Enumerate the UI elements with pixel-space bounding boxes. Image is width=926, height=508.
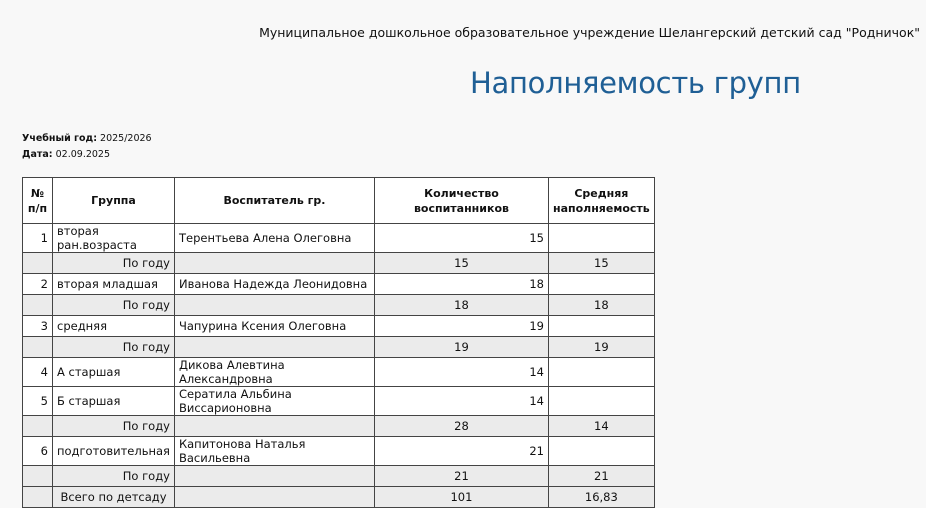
row-num: 4 — [23, 358, 53, 387]
row-group: вторая ран.возраста — [53, 224, 175, 253]
header-count: Количество воспитанников — [374, 178, 548, 224]
header-num: № п/п — [23, 178, 53, 224]
row-num: 1 — [23, 224, 53, 253]
row-num — [23, 253, 53, 274]
academic-year — [22, 133, 152, 144]
report-date-value: 02.09.2025 — [55, 149, 111, 160]
subtotal-row — [23, 253, 655, 274]
subtotal-average: 19 — [548, 337, 654, 358]
row-average — [548, 358, 654, 387]
row-teacher — [174, 337, 374, 358]
row-num — [23, 466, 53, 487]
header-average: Средняя наполняемость — [548, 178, 654, 224]
row-average — [548, 387, 654, 416]
subtotal-row — [23, 295, 655, 316]
row-average — [548, 316, 654, 337]
subtotal-label: По году — [53, 416, 175, 437]
row-num: 2 — [23, 274, 53, 295]
occupancy-table — [22, 177, 655, 508]
row-count: 19 — [374, 316, 548, 337]
subtotal-average: 15 — [548, 253, 654, 274]
subtotal-count: 21 — [374, 466, 548, 487]
row-num: 3 — [23, 316, 53, 337]
row-count: 21 — [374, 437, 548, 466]
table-row — [23, 437, 655, 466]
row-num — [23, 295, 53, 316]
subtotal-label: По году — [53, 253, 175, 274]
subtotal-count: 19 — [374, 337, 548, 358]
subtotal-row — [23, 416, 655, 437]
row-group: Б старшая — [53, 387, 175, 416]
report-date-label: Дата: — [22, 149, 53, 160]
row-teacher: Чапурина Ксения Олеговна — [174, 316, 374, 337]
row-teacher: Терентьева Алена Олеговна — [174, 224, 374, 253]
row-count: 15 — [374, 224, 548, 253]
row-teacher — [174, 253, 374, 274]
organization-name: Муниципальное дошкольное образовательное учреждение Шелангерский детский сад "Родничок" — [259, 25, 920, 40]
total-label: Всего по детсаду — [53, 487, 175, 508]
subtotal-label: По году — [53, 466, 175, 487]
row-teacher: Дикова Алевтина Александровна — [174, 358, 374, 387]
subtotal-row — [23, 466, 655, 487]
subtotal-row — [23, 337, 655, 358]
total-average: 16,83 — [548, 487, 654, 508]
row-group: вторая младшая — [53, 274, 175, 295]
row-teacher: Капитонова Наталья Васильевна — [174, 437, 374, 466]
total-row — [23, 487, 655, 508]
row-count: 14 — [374, 358, 548, 387]
table-row — [23, 316, 655, 337]
row-num — [23, 487, 53, 508]
row-teacher — [174, 295, 374, 316]
row-num — [23, 337, 53, 358]
page-title: Наполняемость групп — [470, 66, 801, 100]
table-row — [23, 224, 655, 253]
total-count: 101 — [374, 487, 548, 508]
table-body — [23, 224, 655, 508]
row-count: 18 — [374, 274, 548, 295]
academic-year-value: 2025/2026 — [100, 133, 152, 144]
row-teacher — [174, 466, 374, 487]
subtotal-count: 15 — [374, 253, 548, 274]
table-row — [23, 387, 655, 416]
row-teacher: Сератила Альбина Виссарионовна — [174, 387, 374, 416]
subtotal-label: По году — [53, 337, 175, 358]
subtotal-label: По году — [53, 295, 175, 316]
subtotal-average: 21 — [548, 466, 654, 487]
table-row — [23, 358, 655, 387]
report-date — [22, 149, 110, 160]
row-num: 6 — [23, 437, 53, 466]
header-group: Группа — [53, 178, 175, 224]
table-header-row — [23, 178, 655, 224]
subtotal-count: 18 — [374, 295, 548, 316]
subtotal-average: 14 — [548, 416, 654, 437]
row-group: средняя — [53, 316, 175, 337]
subtotal-count: 28 — [374, 416, 548, 437]
academic-year-label: Учебный год: — [22, 133, 98, 144]
row-teacher — [174, 487, 374, 508]
subtotal-average: 18 — [548, 295, 654, 316]
row-count: 14 — [374, 387, 548, 416]
row-group: А старшая — [53, 358, 175, 387]
row-teacher — [174, 416, 374, 437]
header-teacher: Воспитатель гр. — [174, 178, 374, 224]
row-average — [548, 224, 654, 253]
row-num: 5 — [23, 387, 53, 416]
row-average — [548, 437, 654, 466]
table-row — [23, 274, 655, 295]
row-group: подготовительная — [53, 437, 175, 466]
row-average — [548, 274, 654, 295]
row-num — [23, 416, 53, 437]
row-teacher: Иванова Надежда Леонидовна — [174, 274, 374, 295]
